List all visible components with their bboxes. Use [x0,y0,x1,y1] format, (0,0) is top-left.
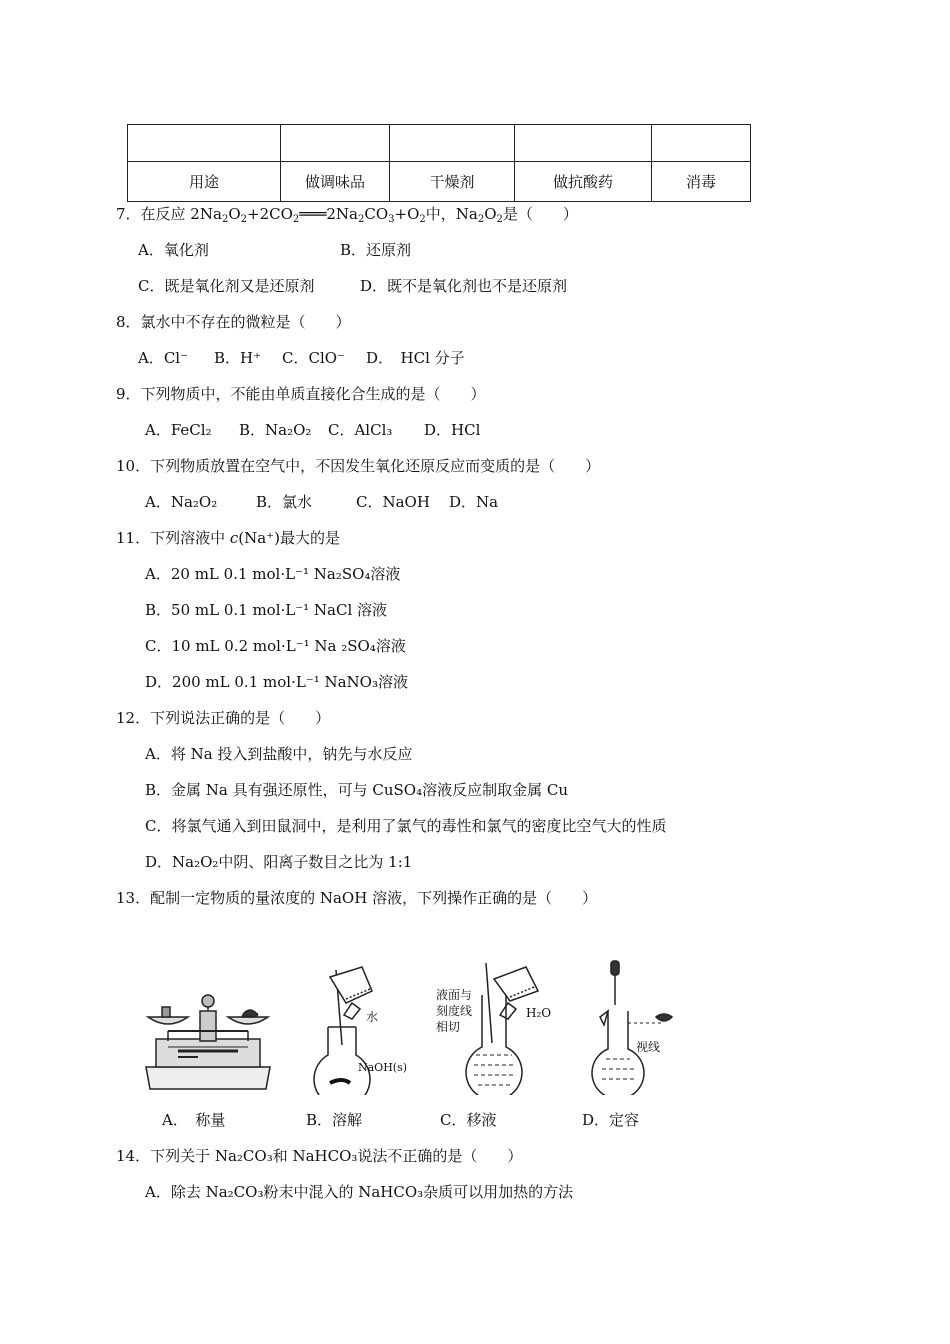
label-sight: 视线 [636,1040,661,1054]
table-cell: 干燥剂 [390,162,515,202]
option-10d: D．Na [449,493,499,511]
figure-caption-d: D．定容 [582,1111,640,1129]
option-8c: C．ClO⁻ [282,349,345,367]
table-cell [281,125,390,162]
option-9b: B．Na₂O₂ [239,421,312,439]
option-12a: A．将 Na 投入到盐酸中，钠先与水反应 [145,745,413,763]
option-11d: D．200 mL 0.1 mol·L⁻¹ NaNO₃溶液 [145,673,408,691]
figure-caption-c: C．移液 [440,1111,497,1129]
option-7d: D．既不是氧化剂也不是还原剂 [360,277,568,295]
table-cell: 用途 [128,162,281,202]
table-cell [128,125,281,162]
volume-fix-figure [580,955,690,1095]
question-12-stem: 12．下列说法正确的是（ ） [116,709,331,727]
label-level-3: 相切 [436,1020,461,1034]
question-10-stem: 10．下列物质放置在空气中，不因发生氧化还原反应而变质的是（ ） [116,457,601,475]
question-11-stem: 11．下列溶液中 c(Na⁺)最大的是 [116,529,340,547]
dissolve-figure [300,955,425,1095]
option-12c: C．将氯气通入到田鼠洞中，是利用了氯气的毒性和氯气的密度比空气大的性质 [145,817,667,835]
label-level-2: 刻度线 [436,1004,473,1018]
option-8d: D． HCl 分子 [366,349,465,367]
table-cell: 做抗酸药 [515,162,652,202]
option-7c: C．既是氧化剂又是还原剂 [138,277,315,295]
question-8-stem: 8．氯水中不存在的微粒是（ ） [116,313,351,331]
option-8b: B．H⁺ [214,349,262,367]
label-h2o: H₂O [526,1006,552,1020]
table-blank-row [128,125,751,162]
balance-figure [138,955,278,1095]
option-11a: A．20 mL 0.1 mol·L⁻¹ Na₂SO₄溶液 [145,565,401,583]
question-9-stem: 9．下列物质中，不能由单质直接化合生成的是（ ） [116,385,486,403]
option-12b: B．金属 Na 具有强还原性，可与 CuSO₄溶液反应制取金属 Cu [145,781,569,799]
label-naoh: NaOH(s) [358,1061,408,1074]
option-11c: C．10 mL 0.2 mol·L⁻¹ Na ₂SO₄溶液 [145,637,406,655]
option-7b: B．还原剂 [340,241,412,259]
option-7a: A．氧化剂 [138,241,209,259]
figure-caption-a: A． 称量 [162,1111,226,1129]
label-level-1: 液面与 [436,988,473,1002]
usage-table [127,124,751,202]
option-12d: D．Na₂O₂中阴、阳离子数目之比为 1:1 [145,853,413,871]
transfer-figure [434,955,559,1095]
table-cell [652,125,751,162]
option-11b: B．50 mL 0.1 mol·L⁻¹ NaCl 溶液 [145,601,388,619]
table-cell [390,125,515,162]
option-14a: A．除去 Na₂CO₃粉末中混入的 NaHCO₃杂质可以用加热的方法 [145,1183,574,1201]
table-cell [515,125,652,162]
option-10b: B．氯水 [256,493,313,511]
option-10a: A．Na₂O₂ [145,493,218,511]
label-water: 水 [366,1010,379,1024]
table-use-row [128,162,751,202]
option-10c: C．NaOH [356,493,430,511]
table-cell: 消毒 [652,162,751,202]
question-13-stem: 13．配制一定物质的量浓度的 NaOH 溶液，下列操作正确的是（ ） [116,889,598,907]
option-9a: A．FeCl₂ [145,421,212,439]
question-14-stem: 14．下列关于 Na₂CO₃和 NaHCO₃说法不正确的是（ ） [116,1147,523,1165]
option-9d: D．HCl [424,421,481,439]
option-9c: C．AlCl₃ [328,421,393,439]
option-8a: A．Cl⁻ [138,349,189,367]
question-7-stem: 7．在反应 $2Na_2O_2+2CO_2═══2Na_2CO_3+O_2$中，$Na_2O_2$是（ ） [116,205,578,225]
table-cell: 做调味品 [281,162,390,202]
figure-caption-b: B．溶解 [306,1111,363,1129]
